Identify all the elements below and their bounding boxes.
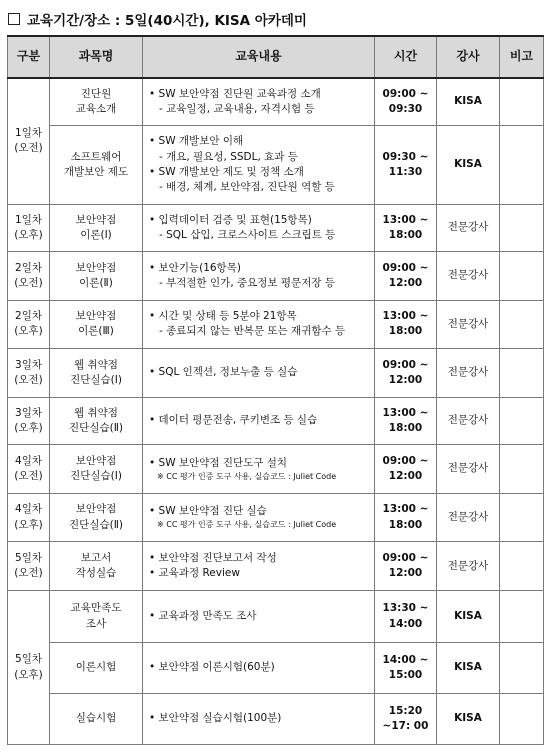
header-section: 구분: [8, 36, 50, 78]
time-line: 18:00: [388, 228, 423, 241]
content-cell: [143, 694, 375, 745]
course-name: 이론시험: [75, 661, 117, 674]
course-cell: [50, 591, 143, 643]
course-cell: [50, 125, 143, 204]
content-sub: - 개요, 필요성, SSDL, 효과 등: [159, 150, 298, 163]
course-cell: [50, 300, 143, 349]
heading-text: 교육기간/장소 : 5일(40시간), KISA 아카데미: [27, 13, 307, 29]
note-cell: [500, 252, 544, 301]
content-item: • 데이터 평문전송, 쿠키변조 등 실습: [149, 414, 318, 427]
day-cell: [8, 493, 50, 542]
content-cell: [143, 493, 375, 542]
time-line: 09:00 ~: [382, 261, 429, 274]
time-cell: [375, 397, 437, 444]
instructor-cell: 전문강사: [437, 349, 500, 398]
table-row: [8, 78, 544, 125]
time-cell: [375, 300, 437, 349]
content-sub: - SQL 삽입, 크로스사이트 스크립트 등: [159, 228, 336, 241]
content-cell: [143, 591, 375, 643]
course-name: 진단실습(Ⅱ): [69, 518, 123, 531]
course-cell: [50, 349, 143, 398]
content-sub: - 배경, 체계, 보안약점, 진단원 역할 등: [159, 180, 335, 193]
time-line: 09:30: [388, 102, 423, 115]
content-cell: [143, 78, 375, 125]
time-line: 12:00: [388, 374, 423, 387]
time-line: 13:00 ~: [382, 503, 429, 516]
table-row: [8, 542, 544, 591]
day-label: 3일차: [15, 358, 42, 371]
time-cell: [375, 591, 437, 643]
note-cell: [500, 694, 544, 745]
course-name: 소프트웨어: [70, 150, 122, 163]
day-label: (오전): [14, 374, 43, 387]
content-item: • 교육과정 만족도 조사: [149, 609, 257, 622]
day-cell: [8, 78, 50, 204]
content-note: ※ CC 평가 인증 도구 사용, 실습코드 : Juliet Code: [157, 520, 337, 530]
day-label: (오전): [14, 567, 43, 580]
header-content: 교육내용: [143, 36, 375, 78]
time-cell: [375, 78, 437, 125]
time-line: 11:30: [388, 165, 423, 178]
table-header-row: [8, 36, 544, 78]
header-time: 시간: [375, 36, 437, 78]
day-label: 4일차: [15, 454, 42, 467]
note-cell: [500, 78, 544, 125]
content-item: • 보안약점 실습시험(100분): [149, 712, 282, 725]
day-label: 5일차: [15, 653, 42, 666]
course-name: 보안약점: [75, 261, 117, 274]
note-cell: [500, 349, 544, 398]
course-name: 조사: [85, 617, 107, 630]
day-label: 4일차: [15, 503, 42, 516]
time-cell: [375, 643, 437, 694]
day-label: (오후): [14, 422, 43, 435]
instructor-cell: KISA: [437, 643, 500, 694]
time-line: 09:00 ~: [382, 552, 429, 565]
course-cell: [50, 694, 143, 745]
content-item: • SW 개발보안 제도 및 정책 소개: [149, 165, 304, 178]
course-cell: [50, 397, 143, 444]
note-cell: [500, 643, 544, 694]
course-cell: [50, 445, 143, 494]
course-name: 웹 취약점: [74, 358, 118, 371]
time-line: ~17: 00: [382, 720, 429, 732]
note-cell: [500, 125, 544, 204]
course-name: 보고서: [80, 552, 112, 565]
day-cell: [8, 204, 50, 251]
table-row: [8, 349, 544, 398]
time-cell: [375, 445, 437, 494]
content-item: • SW 보안약점 진단 실습: [149, 505, 267, 518]
time-cell: [375, 125, 437, 204]
time-line: 09:00 ~: [382, 358, 429, 371]
note-cell: [500, 300, 544, 349]
table-row: [8, 125, 544, 204]
day-label: (오후): [14, 228, 43, 241]
day-label: 5일차: [15, 552, 42, 565]
time-line: 13:00 ~: [382, 406, 429, 419]
note-cell: [500, 542, 544, 591]
instructor-cell: 전문강사: [437, 300, 500, 349]
time-line: 15:20: [388, 704, 423, 717]
time-line: 15:00: [388, 669, 423, 682]
content-cell: [143, 125, 375, 204]
content-item: • 시간 및 상태 등 5분야 21항목: [149, 310, 297, 323]
header-course: 과목명: [50, 36, 143, 78]
content-item: • 보안약점 진단보고서 작성: [149, 552, 277, 565]
content-cell: [143, 204, 375, 251]
section-heading: [8, 8, 307, 30]
content-sub: - 부적절한 인가, 중요정보 평문저장 등: [159, 276, 335, 289]
table-row: [8, 445, 544, 494]
content-item: • SW 보안약점 진단도구 설치: [149, 456, 288, 469]
instructor-cell: KISA: [437, 78, 500, 125]
table-row: [8, 493, 544, 542]
content-item: • SW 개발보안 이해: [149, 135, 244, 148]
time-line: 18:00: [388, 325, 423, 338]
day-label: 2일차: [15, 310, 42, 323]
time-line: 13:30 ~: [382, 602, 429, 615]
content-cell: [143, 300, 375, 349]
course-name: 이론(Ⅲ): [78, 325, 114, 338]
course-name: 진단원: [80, 87, 112, 100]
content-cell: [143, 349, 375, 398]
course-name: 이론(Ⅱ): [79, 276, 113, 289]
day-label: 1일차: [15, 213, 42, 226]
course-name: 작성실습: [75, 567, 117, 580]
time-line: 09:30 ~: [382, 150, 429, 163]
content-cell: [143, 397, 375, 444]
time-cell: [375, 493, 437, 542]
day-label: (오전): [14, 470, 43, 483]
day-label: 2일차: [15, 261, 42, 274]
time-line: 13:00 ~: [382, 213, 429, 226]
time-line: 14:00: [388, 617, 423, 630]
course-name: 진단실습(Ⅰ): [70, 374, 122, 387]
time-cell: [375, 694, 437, 745]
day-label: (오전): [14, 276, 43, 289]
day-label: (오후): [14, 518, 43, 531]
course-name: 보안약점: [75, 503, 117, 516]
course-cell: [50, 78, 143, 125]
table-row: [8, 591, 544, 643]
table-row: [8, 643, 544, 694]
course-name: 이론(Ⅰ): [80, 228, 112, 241]
table-row: [8, 694, 544, 745]
course-name: 교육소개: [75, 102, 117, 115]
course-cell: [50, 643, 143, 694]
course-cell: [50, 493, 143, 542]
course-name: 웹 취약점: [74, 406, 118, 419]
day-label: 3일차: [15, 406, 42, 419]
day-label: 1일차: [15, 127, 42, 140]
note-cell: [500, 204, 544, 251]
instructor-cell: 전문강사: [437, 542, 500, 591]
time-line: 13:00 ~: [382, 310, 429, 323]
course-name: 보안약점: [75, 454, 117, 467]
content-cell: [143, 445, 375, 494]
instructor-cell: 전문강사: [437, 204, 500, 251]
instructor-cell: 전문강사: [437, 493, 500, 542]
course-cell: [50, 542, 143, 591]
note-cell: [500, 445, 544, 494]
instructor-cell: KISA: [437, 694, 500, 745]
note-cell: [500, 493, 544, 542]
course-name: 개발보안 제도: [63, 165, 129, 178]
time-line: 09:00 ~: [382, 87, 429, 100]
course-cell: [50, 204, 143, 251]
table-row: [8, 204, 544, 251]
content-sub: - 교육일정, 교육내용, 자격시험 등: [159, 102, 315, 115]
note-cell: [500, 591, 544, 643]
time-line: 09:00 ~: [382, 454, 429, 467]
table-row: [8, 300, 544, 349]
instructor-cell: 전문강사: [437, 445, 500, 494]
day-cell: [8, 349, 50, 398]
day-label: (오후): [14, 325, 43, 338]
course-name: 교육만족도: [70, 602, 122, 615]
day-cell: [8, 445, 50, 494]
day-cell: [8, 591, 50, 745]
content-cell: [143, 643, 375, 694]
day-cell: [8, 542, 50, 591]
time-cell: [375, 204, 437, 251]
time-line: 12:00: [388, 276, 423, 289]
instructor-cell: KISA: [437, 125, 500, 204]
time-line: 12:00: [388, 567, 423, 580]
checkbox-icon: [8, 13, 20, 25]
content-note: ※ CC 평가 인증 도구 사용, 실습코드 : Juliet Code: [157, 471, 337, 481]
course-cell: [50, 252, 143, 301]
instructor-cell: KISA: [437, 591, 500, 643]
time-cell: [375, 542, 437, 591]
instructor-cell: 전문강사: [437, 397, 500, 444]
table-row: [8, 252, 544, 301]
content-cell: [143, 252, 375, 301]
course-name: 진단실습(Ⅱ): [69, 422, 123, 435]
content-item: • 입력데이터 검증 및 표현(15항목): [149, 213, 312, 226]
time-line: 12:00: [388, 470, 423, 483]
content-item: • SW 보안약점 진단원 교육과정 소개: [149, 87, 321, 100]
content-item: • 보안약점 이론시험(60분): [149, 661, 275, 674]
time-line: 18:00: [388, 422, 423, 435]
time-cell: [375, 349, 437, 398]
content-item: • 교육과정 Review: [149, 567, 240, 580]
content-cell: [143, 542, 375, 591]
course-name: 실습시험: [75, 712, 117, 725]
time-cell: [375, 252, 437, 301]
day-cell: [8, 397, 50, 444]
instructor-cell: 전문강사: [437, 252, 500, 301]
header-instructor: 강사: [437, 36, 500, 78]
schedule-table: [7, 35, 544, 745]
course-name: 보안약점: [75, 310, 117, 323]
header-note: 비고: [500, 36, 544, 78]
day-label: (오후): [14, 668, 43, 681]
content-item: • 보안기능(16항목): [149, 261, 241, 274]
course-name: 보안약점: [75, 213, 117, 226]
content-item: • SQL 인젝션, 정보누출 등 실습: [149, 366, 298, 379]
content-sub: - 종료되지 않는 반복문 또는 재귀함수 등: [159, 325, 346, 338]
table-row: [8, 397, 544, 444]
time-line: 14:00 ~: [382, 653, 429, 666]
day-cell: [8, 252, 50, 301]
time-line: 18:00: [388, 518, 423, 531]
day-cell: [8, 300, 50, 349]
day-label: (오전): [14, 142, 43, 155]
note-cell: [500, 397, 544, 444]
course-name: 진단실습(Ⅰ): [70, 470, 122, 483]
